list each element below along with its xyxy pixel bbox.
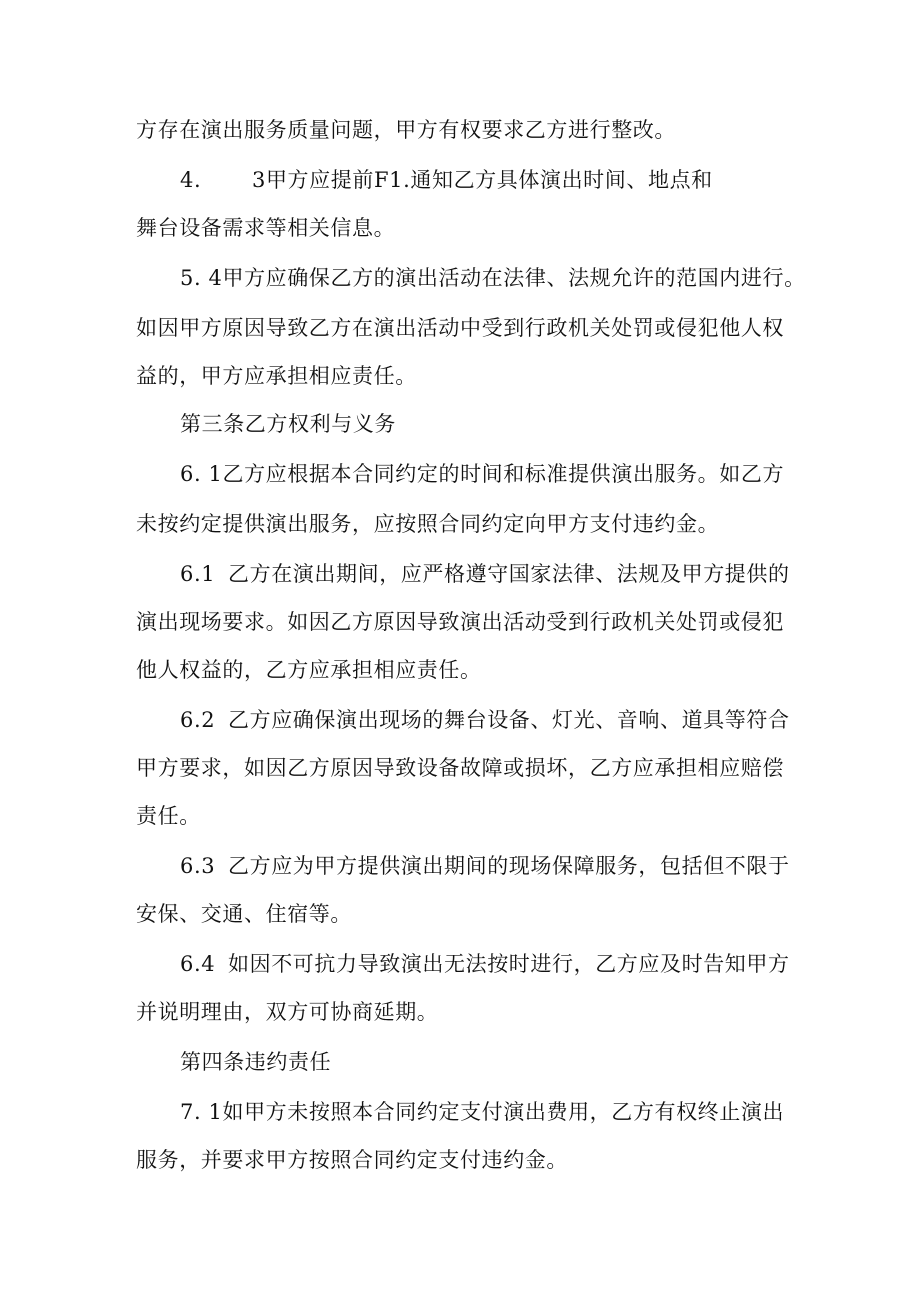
- section-heading-article-3: [180, 408, 860, 440]
- clause-number: 4.: [180, 168, 202, 192]
- line-text: 他人权益的，乙方应承担相应责任。: [136, 658, 482, 682]
- clause-6-1-intro: [180, 458, 860, 490]
- paragraph-line: [136, 212, 816, 244]
- paragraph-line: [136, 508, 816, 540]
- clause-6-4: [180, 948, 860, 980]
- line-text: 益的，甲方应承担相应责任。: [136, 364, 417, 388]
- clause-6-1: [180, 558, 860, 590]
- clause-text: 6. 1乙方应根据本合同约定的时间和标准提供演出服务。如乙方: [180, 462, 785, 486]
- line-text: 并说明理由，双方可协商延期。: [136, 1000, 439, 1024]
- line-text: 服务，并要求甲方按照合同约定支付违约金。: [136, 1148, 568, 1172]
- paragraph-line: [136, 606, 816, 638]
- clause-7-1: [180, 1096, 860, 1128]
- clause-text: 乙方在演出期间，应严格遵守国家法律、法规及甲方提供的: [228, 562, 790, 586]
- clause-text: 3甲方应提前F1.通知乙方具体演出时间、地点和: [252, 168, 713, 192]
- clause-text: 5. 4甲方应确保乙方的演出活动在法律、法规允许的范国内进行。: [180, 266, 806, 290]
- clause-number: 6.4: [180, 952, 216, 976]
- clause-number: 6.3: [180, 854, 216, 878]
- clause-5-4: [180, 262, 860, 294]
- paragraph-line: [136, 114, 816, 146]
- clause-number: 6.2: [180, 708, 216, 732]
- line-text: 安保、交通、住宿等。: [136, 902, 352, 926]
- paragraph-line: [136, 1144, 816, 1176]
- line-text: 方存在演出服务质量问题，甲方有权要求乙方进行整改。: [136, 118, 676, 142]
- line-text: 未按约定提供演出服务，应按照合同约定向甲方支付违约金。: [136, 512, 720, 536]
- clause-6-3: [180, 850, 860, 882]
- line-text: 演出现场要求。如因乙方原因导致演出活动受到行政机关处罚或侵犯: [136, 610, 784, 634]
- clause-text: 7. 1如甲方未按照本合同约定支付演出费用，乙方有权终止演出: [180, 1100, 785, 1124]
- line-text: 如因甲方原因导致乙方在演出活动中受到行政机关处罚或侵犯他人权: [136, 316, 784, 340]
- paragraph-line: [136, 312, 816, 344]
- paragraph-line: [136, 752, 816, 784]
- clause-6-2: [180, 704, 860, 736]
- line-text: 甲方要求，如因乙方原因导致设备故障或损坏，乙方应承担相应赔偿: [136, 756, 784, 780]
- paragraph-line: [136, 360, 816, 392]
- clause-number: 6.1: [180, 562, 216, 586]
- paragraph-line: [136, 654, 816, 686]
- line-text: 责任。: [136, 804, 201, 828]
- clause-text: 如因不可抗力导致演出无法按时进行，乙方应及时告知甲方: [228, 952, 790, 976]
- clause-4-3: [180, 164, 860, 196]
- paragraph-line: [136, 996, 816, 1028]
- line-text: 舞台设备需求等相关信息。: [136, 216, 396, 240]
- heading-text: 第四条违约责任: [180, 1050, 332, 1074]
- paragraph-line: [136, 898, 816, 930]
- heading-text: 第三条乙方权利与义务: [180, 412, 396, 436]
- clause-text: 乙方应确保演出现场的舞台设备、灯光、音响、道具等符合: [228, 708, 790, 732]
- clause-text: 乙方应为甲方提供演出期间的现场保障服务，包括但不限于: [228, 854, 790, 878]
- paragraph-line: [136, 800, 816, 832]
- section-heading-article-4: [180, 1046, 860, 1078]
